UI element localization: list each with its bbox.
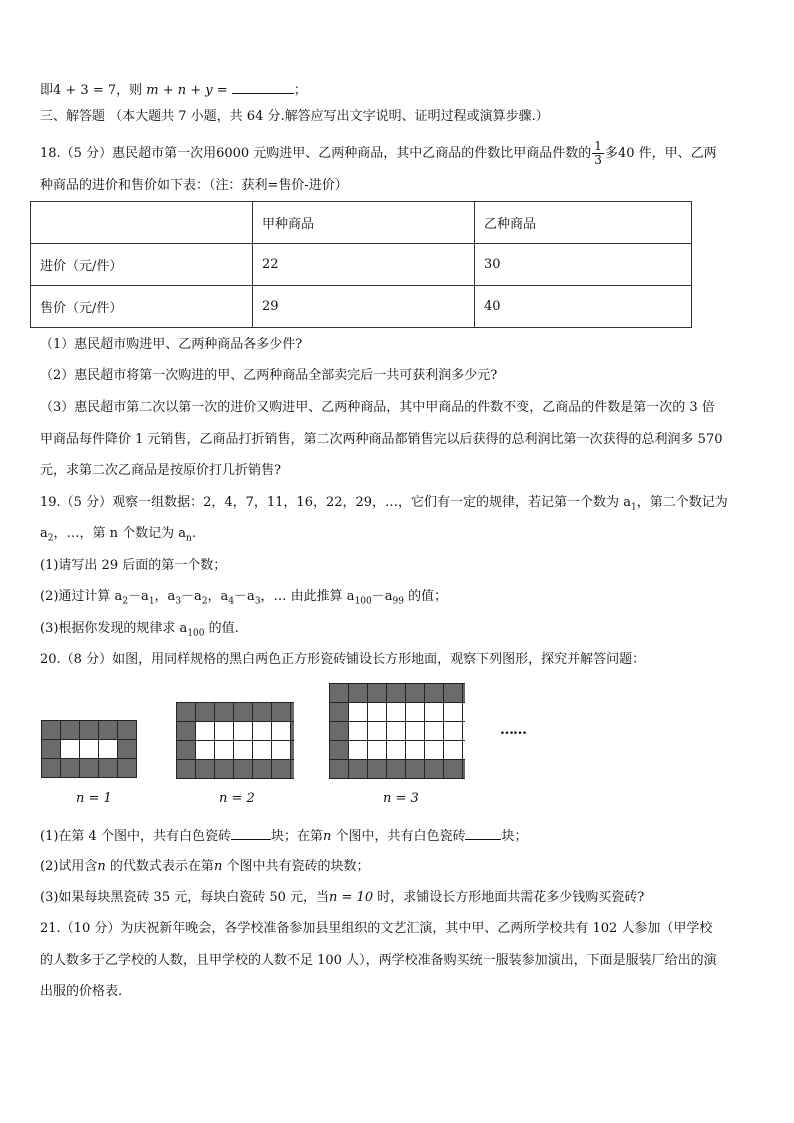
q18-sub-3-line-3: 元，求第二次乙商品是按原价打几折销售? (40, 463, 281, 478)
black-tile (99, 721, 118, 740)
figure-caption-n3: n = 3 (383, 791, 419, 806)
table-cell (31, 202, 253, 244)
white-tile (463, 703, 466, 722)
black-tile (368, 684, 387, 703)
text: (3)根据你发现的规律求 a (40, 621, 188, 636)
white-tile (215, 741, 234, 760)
text: . (191, 526, 196, 541)
black-tile (253, 703, 272, 722)
q18-sub-2: （2）惠民超市将第一次购进的甲、乙两种商品全部卖完后一共可获利润多少元? (40, 368, 498, 383)
black-tile (330, 741, 349, 760)
white-tile (253, 741, 272, 760)
subscript: 3 (254, 596, 261, 607)
text: 即4 + 3 = 7，则 (40, 83, 143, 98)
white-tile (387, 703, 406, 722)
q19-line-1 (40, 494, 728, 517)
text: 18.（5 分）惠民超市第一次用6000 元购进甲、乙两种商品，其中乙商品的件数比甲商品件数的 (40, 146, 592, 161)
text: －a (371, 589, 393, 604)
white-tile (425, 703, 444, 722)
q18-line-1 (40, 140, 717, 167)
text: 19.（5 分）观察一组数据：2，4，7，11，16，22，29，…，它们有一定的规律，若记第一个数为 a (40, 495, 631, 510)
text: 多40 件，甲、乙两 (604, 146, 717, 161)
table-row (31, 286, 692, 328)
black-tile (177, 703, 196, 722)
black-tile (463, 760, 466, 779)
text: ，a (207, 589, 229, 604)
q19-sub-1: (1)请写出 29 后面的第一个数； (40, 558, 227, 573)
text: ； (293, 83, 307, 98)
answer-blank[interactable] (465, 826, 501, 840)
white-tile (444, 703, 463, 722)
table-cell: 22 (253, 244, 475, 286)
text: (3)如果每块黑瓷砖 35 元，每块白瓷砖 50 元，当 (40, 890, 330, 905)
text: a (40, 526, 48, 541)
black-tile (61, 759, 80, 778)
black-tile (444, 684, 463, 703)
subscript: 4 (228, 596, 235, 607)
black-tile (234, 703, 253, 722)
black-tile (215, 760, 234, 779)
subscript: 3 (175, 596, 182, 607)
white-tile (234, 722, 253, 741)
answer-blank[interactable] (232, 80, 294, 94)
text: ，…，第 n 个数记为 a (53, 526, 187, 541)
subscript: n (186, 533, 192, 544)
black-tile (253, 760, 272, 779)
white-tile (234, 741, 253, 760)
text: (2)通过计算 a (40, 589, 123, 604)
subscript: 2 (201, 596, 208, 607)
white-tile (463, 722, 466, 741)
table-cell: 售价（元/件） (31, 286, 253, 328)
black-tile (234, 760, 253, 779)
white-tile (61, 740, 80, 759)
black-tile (291, 760, 295, 779)
black-tile (196, 703, 215, 722)
subscript: 100 (354, 596, 372, 607)
black-tile (61, 721, 80, 740)
tile-figure-n2 (176, 702, 294, 780)
white-tile (349, 703, 368, 722)
answer-blank[interactable] (231, 826, 271, 840)
text: 的值； (403, 589, 448, 604)
table-cell: 29 (253, 286, 475, 328)
white-tile (368, 722, 387, 741)
black-tile (387, 684, 406, 703)
black-tile (291, 741, 295, 760)
white-tile (349, 741, 368, 760)
black-tile (349, 760, 368, 779)
text: 块；在第 (270, 829, 323, 844)
white-tile (80, 740, 99, 759)
black-tile (118, 759, 137, 778)
tile-figure-n3 (329, 683, 465, 780)
fraction-denominator: 3 (594, 153, 602, 167)
white-tile (406, 741, 425, 760)
subscript: 2 (122, 596, 129, 607)
text: －a (181, 589, 202, 604)
text: 的值. (204, 621, 239, 636)
text: －a (128, 589, 149, 604)
white-tile (387, 741, 406, 760)
text: (2)试用含 (40, 859, 98, 874)
variable-n: n (322, 829, 332, 844)
black-tile (387, 760, 406, 779)
subscript: 1 (630, 502, 637, 513)
q21-line-1: 21.（10 分）为庆祝新年晚会，各学校准备参加县里组织的文艺汇演，其中甲、乙两所学校共有 102 人参加（甲学校 (40, 921, 713, 936)
subscript: 1 (148, 596, 155, 607)
black-tile (196, 760, 215, 779)
white-tile (196, 741, 215, 760)
text: －a (234, 589, 255, 604)
black-tile (80, 759, 99, 778)
white-tile (425, 741, 444, 760)
q21-line-2: 的人数多于乙学校的人数，且甲学校的人数不足 100 人），两学校准备购买统一服装参加演出，下面是服装厂给出的演 (40, 953, 717, 968)
text: ，… 由此推算 a (260, 589, 355, 604)
text: ，第二个数记为 (636, 495, 728, 510)
black-tile (349, 684, 368, 703)
variable-n: n (213, 859, 223, 874)
q18-sub-1: （1）惠民超市购进甲、乙两种商品各多少件? (40, 337, 303, 352)
white-tile (196, 722, 215, 741)
white-tile (463, 741, 466, 760)
black-tile (42, 740, 61, 759)
black-tile (330, 760, 349, 779)
white-tile (253, 722, 272, 741)
black-tile (406, 760, 425, 779)
white-tile (444, 741, 463, 760)
table-row (31, 244, 692, 286)
black-tile (368, 760, 387, 779)
answer-line-prev (40, 80, 307, 100)
table-cell: 进价（元/件） (31, 244, 253, 286)
q20-line-1: 20.（8 分）如图，用同样规格的黑白两色正方形瓷砖铺设长方形地面，观察下列图形，探究并解答问题： (40, 652, 646, 667)
fraction-numerator: 1 (594, 139, 602, 153)
text: 个图中，共有白色瓷砖 (331, 829, 466, 844)
black-tile (42, 759, 61, 778)
q18-sub-3-line-2: 甲商品每件降价 1 元销售，乙商品打折销售，第二次两种商品都销售完以后获得的总利润比第一次获得的总利润多 570 (40, 432, 723, 447)
black-tile (215, 703, 234, 722)
white-tile (99, 740, 118, 759)
ellipsis: …… (500, 722, 526, 738)
black-tile (80, 721, 99, 740)
q18-sub-3-line-1: （3）惠民超市第二次以第一次的进价又购进甲、乙两种商品，其中甲商品的件数不变，乙商品的件数是第一次的 3 倍 (40, 400, 715, 415)
text: ，a (154, 589, 176, 604)
black-tile (272, 760, 291, 779)
black-tile (463, 684, 466, 703)
white-tile (425, 722, 444, 741)
q18-line-2: 种商品的进价和售价如下表：（注：获利=售价-进价） (40, 178, 348, 193)
white-tile (406, 703, 425, 722)
text: 个图中共有瓷砖的块数； (222, 859, 370, 874)
black-tile (330, 722, 349, 741)
black-tile (118, 721, 137, 740)
table-header-row (31, 202, 692, 244)
table-cell: 40 (475, 286, 692, 328)
black-tile (177, 722, 196, 741)
black-tile (177, 741, 196, 760)
black-tile (42, 721, 61, 740)
white-tile (272, 741, 291, 760)
black-tile (330, 703, 349, 722)
tile-figure-n1 (41, 720, 141, 780)
fraction-one-third (592, 140, 604, 167)
black-tile (444, 760, 463, 779)
white-tile (215, 722, 234, 741)
expression: m + n + y = (146, 83, 228, 98)
table-cell: 30 (475, 244, 692, 286)
white-tile (272, 722, 291, 741)
white-tile (444, 722, 463, 741)
black-tile (272, 703, 291, 722)
text: 时，求铺设长方形地面共需花多少钱购买瓷砖? (373, 890, 645, 905)
subscript: 100 (187, 628, 205, 639)
figure-caption-n2: n = 2 (219, 791, 255, 806)
table-cell: 甲种商品 (253, 202, 475, 244)
black-tile (425, 760, 444, 779)
text: 的代数式表示在第 (105, 859, 214, 874)
white-tile (368, 703, 387, 722)
price-table (30, 201, 692, 328)
q21-line-3: 出服的价格表. (40, 984, 123, 999)
black-tile (99, 759, 118, 778)
black-tile (425, 684, 444, 703)
white-tile (349, 722, 368, 741)
white-tile (387, 722, 406, 741)
black-tile (118, 740, 137, 759)
black-tile (330, 684, 349, 703)
black-tile (291, 722, 295, 741)
black-tile (177, 760, 196, 779)
table-cell: 乙种商品 (475, 202, 692, 244)
subscript: 99 (392, 596, 404, 607)
white-tile (406, 722, 425, 741)
text: (1)在第 4 个图中，共有白色瓷砖 (40, 829, 231, 844)
section-3-heading: 三、解答题 （本大题共 7 小题，共 64 分.解答应写出文字说明、证明过程或演算步骤.） (40, 109, 549, 124)
figure-caption-n1: n = 1 (76, 791, 112, 806)
q20-sub-3 (40, 889, 644, 907)
q20-sub-1 (40, 826, 528, 846)
white-tile (368, 741, 387, 760)
q20-sub-2 (40, 858, 369, 876)
subscript: 2 (47, 533, 54, 544)
q19-sub-2 (40, 588, 447, 611)
expression: n = 10 (329, 890, 374, 905)
black-tile (291, 703, 295, 722)
q19-line-2 (40, 525, 196, 548)
black-tile (406, 684, 425, 703)
text: 块； (501, 829, 528, 844)
q19-sub-3 (40, 620, 239, 643)
variable-n: n (97, 859, 106, 874)
